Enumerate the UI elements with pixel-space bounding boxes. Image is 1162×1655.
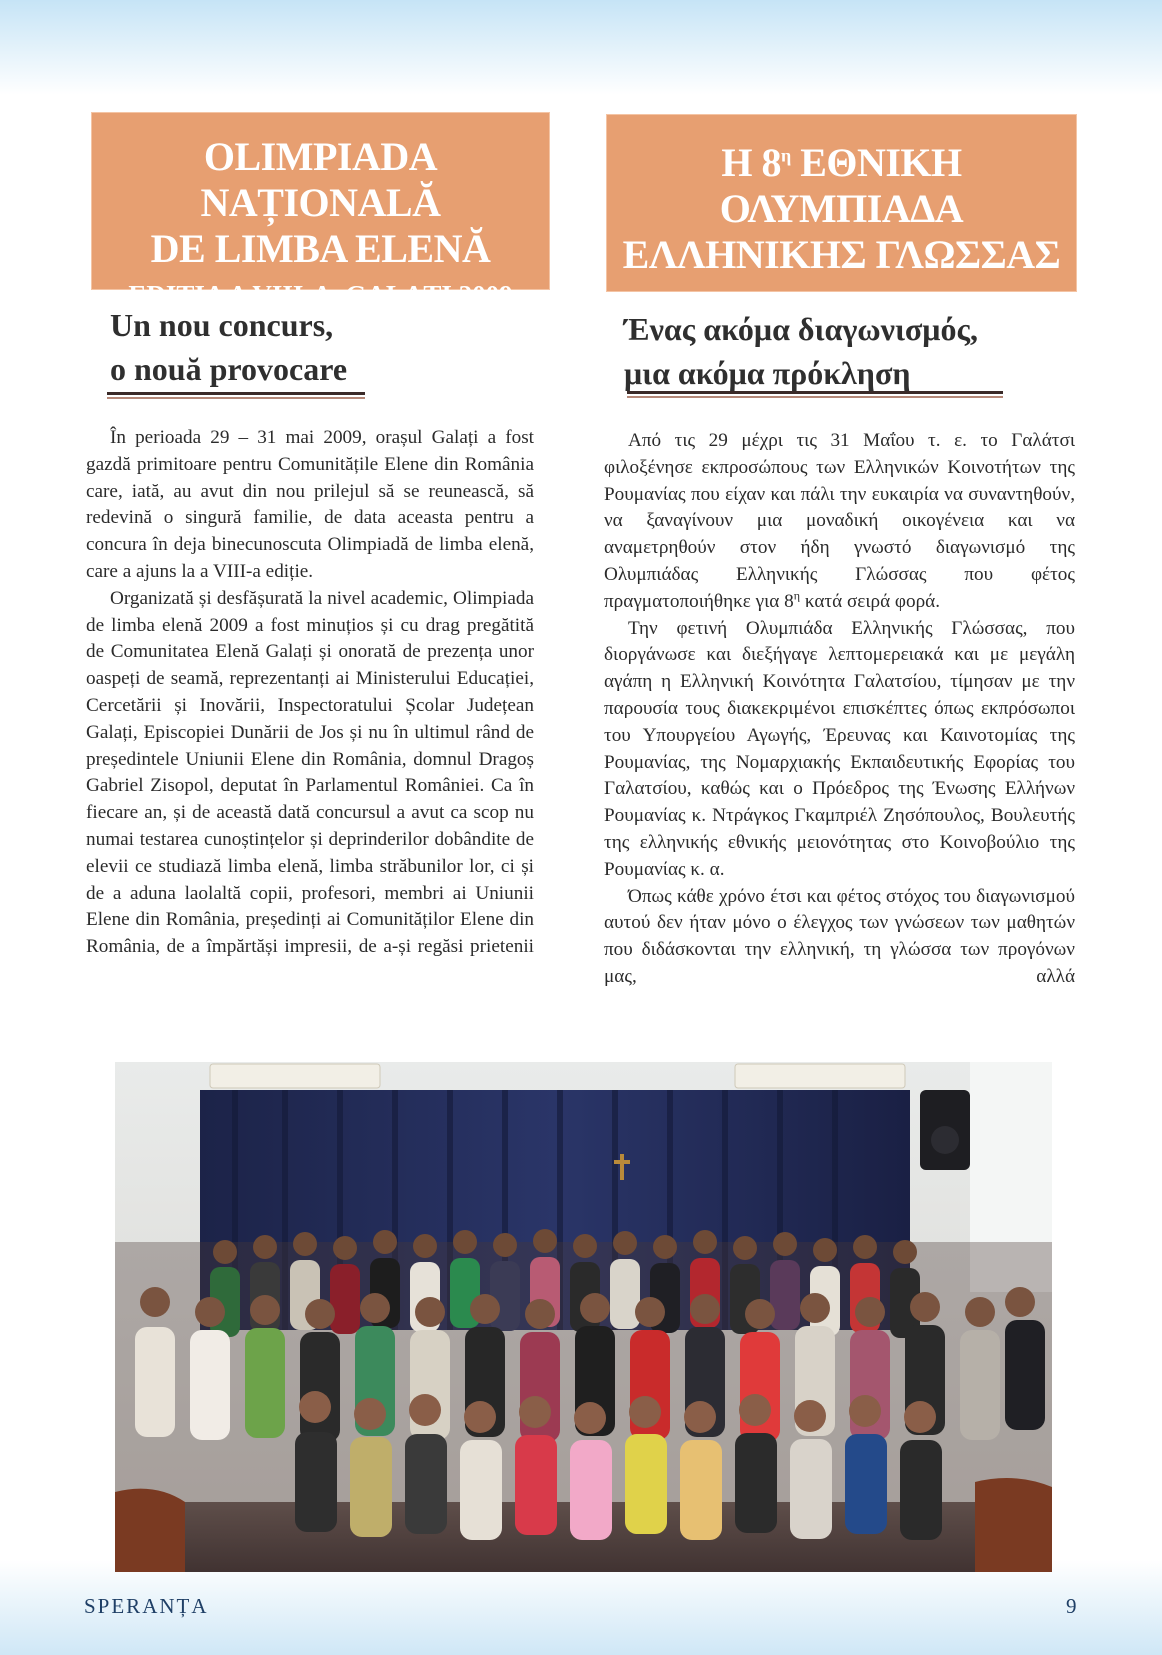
paragraph: Από τις 29 μέχρι τις 31 Μαΐου τ. ε. το Γαλάτσι φιλοξένησε εκπροσώπους των Ελληνικών Κοινοτήτων της Ρουμανίας που είχαν και πάλι την ευκαιρία να συναντηθούν, να ξαναγίνουν μια μοναδική οικογένεια και να αναμετρηθούν στον ήδη γνωστό διαγωνισμό της Ολυμπιάδας Ελληνικής Γλώσσας που φέτος πραγματοποιήθηκε για $8^\eta$ κατά σειρά φορά.	[604, 430, 1075, 612]
header-box-greek	[606, 114, 1077, 316]
subtitle-rule-greek	[627, 391, 1003, 398]
header-title-line1: OLIMPIADA NAȚIONALĂ	[200, 134, 441, 225]
article-body-greek	[604, 428, 1075, 991]
paragraph: Organizată și desfășurată la nivel academic, Olimpiada de limba elenă 2009 a fost minuțios și cu drag pregătită de Comunitatea Elenă Galați și onorată de prezența unor oaspeți de seamă, reprezentanți ai Ministerului Educației, Cercetării și Inovării, Inspectoratului Școlar Județean Galați, Episcopiei Dunării de Jos și nu în ultimul rând de președintele Uniunii Elene din România, domnul Dragoș Gabriel Zisopol, deputat în Parlamentul României. Ca în fiecare an, și de această dată concursul a avut ca scop nu numai testarea cunoștințelor și deprinderilor dobândite de elevii ce studiază limba elenă, limba străbunilor lor, ci și de a aduna laolaltă copii, profesori, membri ai Uniunii Elene din România, președinți ai Comunităților Elene din România, de a împărtăși impresii, de a-și regăsi prietenii	[86, 587, 534, 958]
magazine-title: SPERANȚA	[84, 1594, 209, 1618]
subtitle-rule	[107, 392, 365, 399]
header-title-line2-greek: ΕΛΛΗΝΙΚΗΣ ΓΛΩΣΣΑΣ	[622, 232, 1061, 277]
header-title-line1-greek: Η $8^\eta$ ΕΘΝΙΚΗ ΟΛΥΜΠΙΑΔΑ	[719, 140, 964, 231]
article-body-romanian	[86, 425, 534, 961]
page-number: 9	[1066, 1594, 1077, 1618]
group-photo	[115, 1062, 1052, 1572]
subtitle-greek: Ένας ακόμα διαγωνισμός, μια ακόμα πρόκληση	[624, 311, 978, 391]
header-title-line2: DE LIMBA ELENĂ	[150, 226, 491, 271]
paragraph: În perioada 29 – 31 mai 2009, orașul Galați a fost gazdă primitoare pentru Comunitățile Elene din România care, iată, au avut din nou prilejul să se reunească, să redevină o singură familie, de data aceasta pentru a concura în deja binecunoscuta Olimpiadă de limba elenă, care a ajuns la a VIII-a ediție.	[86, 427, 534, 582]
paragraph: Όπως κάθε χρόνο έτσι και φέτος στόχος του διαγωνισμού αυτού δεν ήταν μόνο ο έλεγχος των γνώσεων των μαθητών που διδάσκονται την ελληνική, τη γλώσσα των προγόνων μας, αλλά	[604, 885, 1075, 987]
header-subline-greek: ΓΑΛΑΤΣΙ 2009	[753, 286, 930, 316]
header-box-romanian	[91, 112, 550, 310]
header-subline: EDIȚIA A VIII-A, GALAȚI 2009	[128, 280, 513, 310]
group-photo-illustration	[115, 1062, 1052, 1572]
paragraph: Την φετινή Ολυμπιάδα Ελληνικής Γλώσσας, που διοργάνωσε και διεξήγαγε λεπτομερειακά και με μεγάλη αγάπη η Ελληνική Κοινότητα Γαλατσίου, τίμησαν με την παρουσία τους διακεκριμένοι επισκέπτες όπως εκπρόσωποι του Υπουργείου Αγωγής, Έρευνας και Καινοτομίας της Ρουμανίας, της Νομαρχιακής Εκπαιδευτικής Εφορίας του Γαλατσίου, καθώς και ο Πρόεδρος της Ένωσης Ελλήνων Ρουμανίας κ. Ντράγκος Γκαμπριέλ Ζησόπουλος, Βουλευτής της ελληνικής εθνικής μειονότητας στο Κοινοβούλιο της Ρουμανίας κ. α.	[604, 617, 1075, 880]
subtitle-romanian: Un nou concurs, o nouă provocare	[110, 307, 348, 387]
